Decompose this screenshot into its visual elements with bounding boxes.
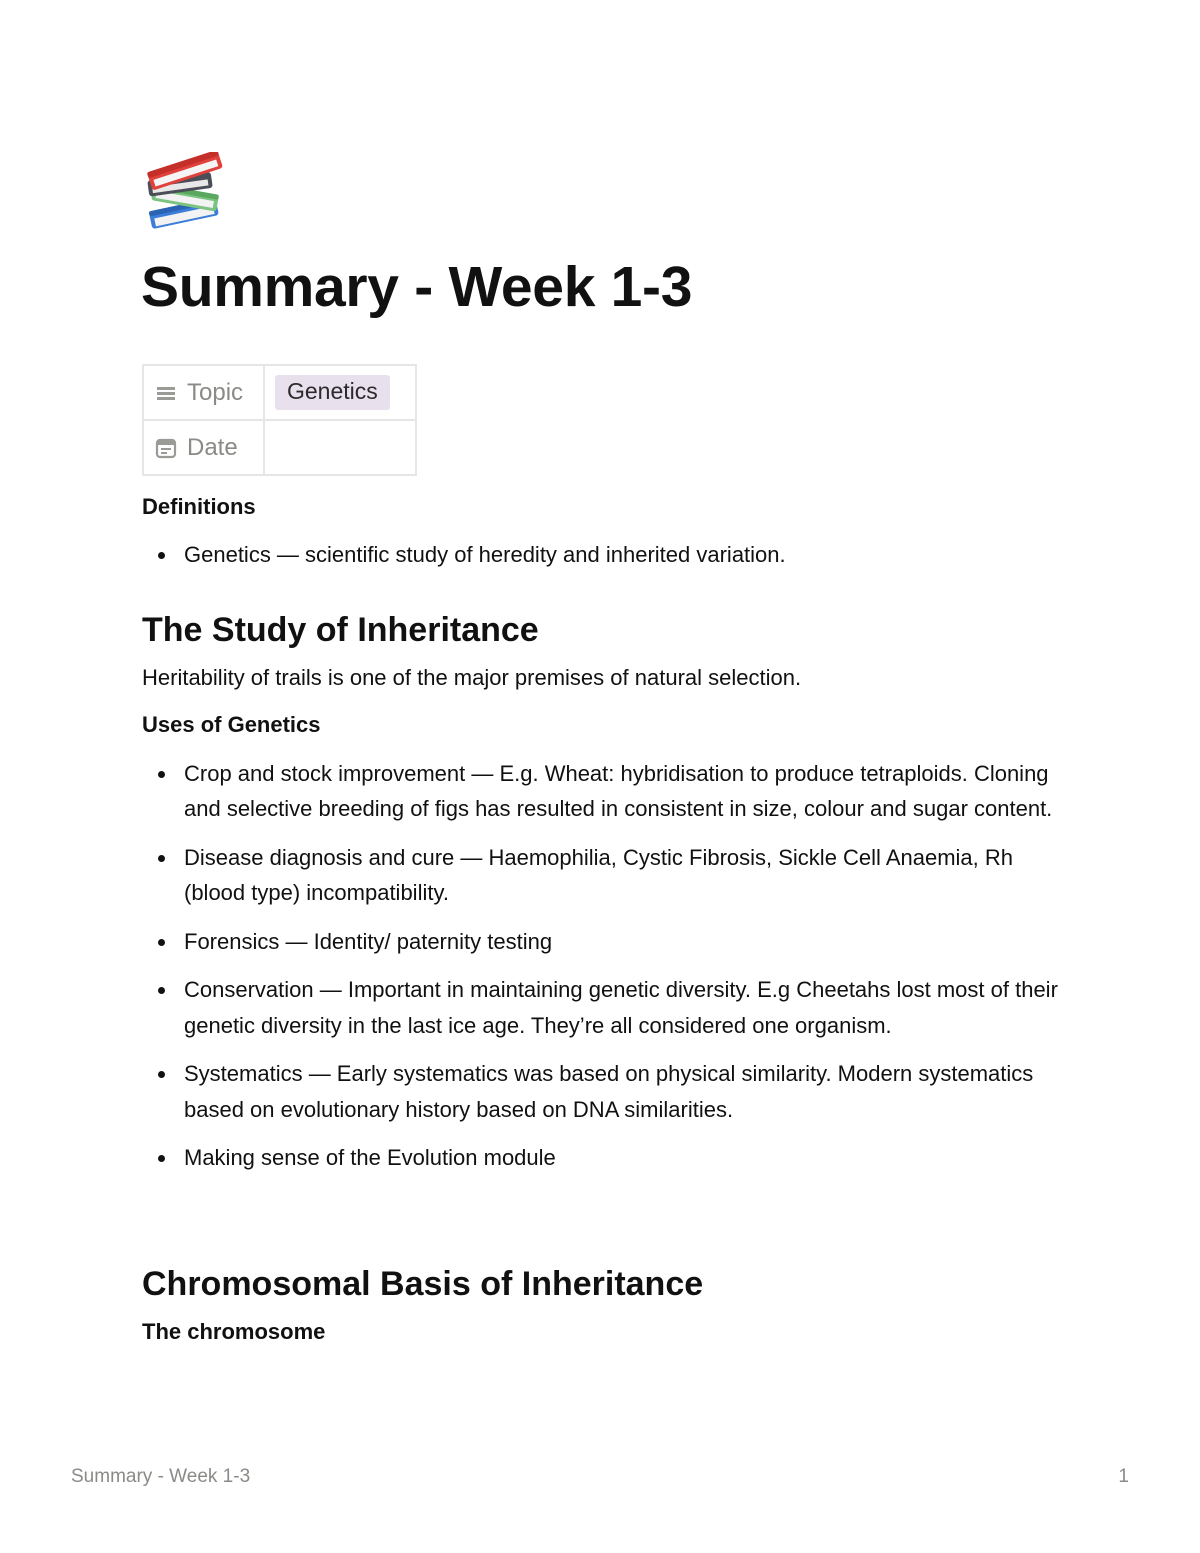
study-paragraph: Heritability of trails is one of the major premises of natural selection. bbox=[142, 664, 802, 690]
page-number: 1 bbox=[1118, 1466, 1129, 1487]
chromosomal-heading: Chromosomal Basis of Inheritance bbox=[142, 1264, 704, 1303]
chromosome-label: The chromosome bbox=[142, 1318, 326, 1344]
uses-list bbox=[142, 756, 1062, 1176]
footer-title: Summary - Week 1-3 bbox=[71, 1466, 251, 1487]
topic-tag[interactable]: Genetics bbox=[275, 375, 390, 410]
uses-label: Uses of Genetics bbox=[142, 711, 321, 737]
definitions-label: Definitions bbox=[142, 494, 256, 519]
list-item: Disease diagnosis and cure — Haemophilia, Cystic Fibrosis, Sickle Cell Anaemia, Rh (blood type) incompatibility. bbox=[142, 840, 1062, 911]
list-item: Crop and stock improvement — E.g. Wheat: hybridisation to produce tetraploids. Cloning and selective breeding of figs has resulted in consistent in size, colour and sugar content. bbox=[142, 756, 1062, 827]
property-key-date[interactable] bbox=[143, 420, 264, 475]
property-value-date[interactable] bbox=[264, 420, 416, 475]
property-value-topic[interactable] bbox=[264, 365, 416, 420]
list-item: Making sense of the Evolution module bbox=[142, 1140, 1062, 1176]
property-row-topic bbox=[143, 365, 416, 420]
page-title: Summary - Week 1-3 bbox=[141, 255, 693, 319]
study-heading: The Study of Inheritance bbox=[142, 610, 539, 649]
property-key-label: Topic bbox=[187, 378, 244, 406]
books-emoji-icon bbox=[142, 152, 228, 236]
definitions-list bbox=[142, 537, 1062, 573]
calendar-icon bbox=[154, 436, 178, 460]
property-row-date bbox=[143, 420, 416, 475]
list-item: Forensics — Identity/ paternity testing bbox=[142, 924, 1062, 960]
property-key-topic[interactable] bbox=[143, 365, 264, 420]
page-content bbox=[142, 490, 1062, 1349]
text-lines-icon bbox=[154, 381, 178, 405]
list-item: Genetics — scientific study of heredity and inherited variation. bbox=[142, 537, 1062, 573]
list-item: Systematics — Early systematics was based on physical similarity. Modern systematics based on evolutionary history based on DNA similarities. bbox=[142, 1056, 1062, 1127]
property-key-label: Date bbox=[187, 433, 238, 461]
properties-table bbox=[142, 364, 417, 476]
list-item: Conservation — Important in maintaining genetic diversity. E.g Cheetahs lost most of their genetic diversity in the last ice age. They’re all considered one organism. bbox=[142, 972, 1062, 1043]
